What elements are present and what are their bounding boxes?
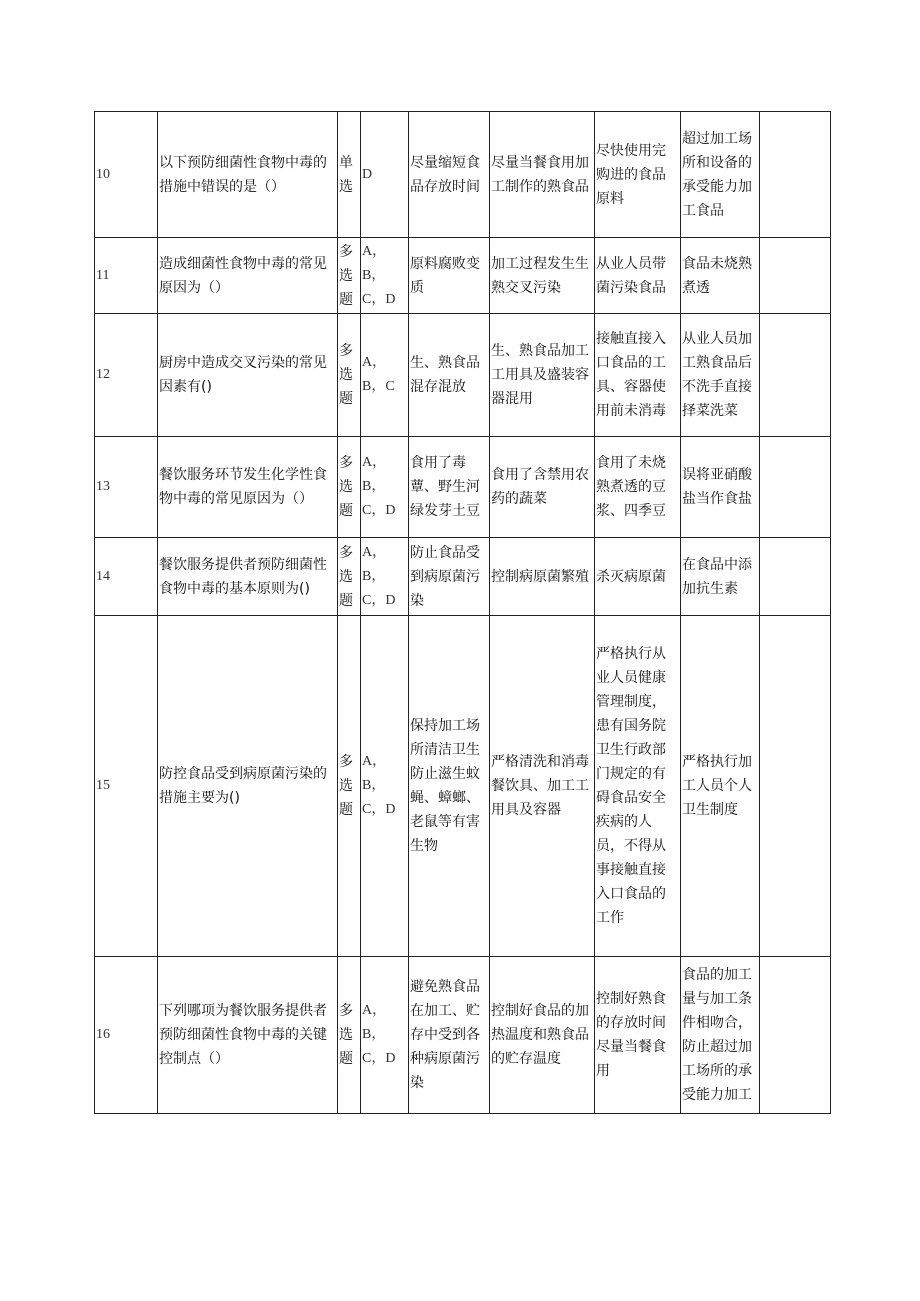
option-a: 避免熟食品在加工、贮存中受到各种病原菌污染 [409, 957, 490, 1114]
option-b: 控制好食品的加热温度和熟食品的贮存温度 [490, 957, 595, 1114]
question-type: 多选题 [338, 238, 361, 314]
option-d: 在食品中添加抗生素 [681, 538, 760, 616]
question-text: 以下预防细菌性食物中毒的措施中错误的是（） [158, 112, 338, 238]
option-a: 生、熟食品混存混放 [409, 314, 490, 437]
option-c: 从业人员带菌污染食品 [595, 238, 681, 314]
option-c: 食用了未烧熟煮透的豆浆、四季豆 [595, 437, 681, 538]
empty-cell [760, 314, 831, 437]
option-a: 食用了毒蕈、野生河绿发芽土豆 [409, 437, 490, 538]
option-b: 尽量当餐食用加工制作的熟食品 [490, 112, 595, 238]
option-c: 尽快使用完购进的食品原料 [595, 112, 681, 238]
option-a: 防止食品受到病原菌污染 [409, 538, 490, 616]
option-b: 严格清洗和消毒餐饮具、加工工用具及容器 [490, 616, 595, 957]
question-type: 多选题 [338, 314, 361, 437]
empty-cell [760, 616, 831, 957]
question-text: 厨房中造成交叉污染的常见因素有() [158, 314, 338, 437]
option-d: 超过加工场所和设备的承受能力加工食品 [681, 112, 760, 238]
correct-answer: D [361, 112, 409, 238]
empty-cell [760, 238, 831, 314]
question-text: 下列哪项为餐饮服务提供者预防细菌性食物中毒的关键控制点（） [158, 957, 338, 1114]
table-row [95, 616, 831, 957]
empty-cell [760, 538, 831, 616]
option-d: 误将亚硝酸盐当作食盐 [681, 437, 760, 538]
correct-answer: A，B，C，D [361, 957, 409, 1114]
question-number: 14 [95, 538, 158, 616]
correct-answer: A，B，C，D [361, 616, 409, 957]
question-type: 多选题 [338, 957, 361, 1114]
option-a: 尽量缩短食品存放时间 [409, 112, 490, 238]
question-type: 多选题 [338, 437, 361, 538]
option-d: 食品的加工量与加工条件相吻合，防止超过加工场所的承受能力加工 [681, 957, 760, 1114]
option-c: 控制好熟食的存放时间尽量当餐食用 [595, 957, 681, 1114]
table-row [95, 538, 831, 616]
empty-cell [760, 957, 831, 1114]
empty-cell [760, 437, 831, 538]
table-row [95, 238, 831, 314]
table-row [95, 314, 831, 437]
correct-answer: A，B，C，D [361, 538, 409, 616]
option-d: 从业人员加工熟食品后不洗手直接择菜洗菜 [681, 314, 760, 437]
option-b: 食用了含禁用农药的蔬菜 [490, 437, 595, 538]
option-c: 杀灭病原菌 [595, 538, 681, 616]
question-text: 餐饮服务环节发生化学性食物中毒的常见原因为（） [158, 437, 338, 538]
option-c: 严格执行从业人员健康管理制度，患有国务院卫生行政部门规定的有碍食品安全疾病的人员，不得从事接触直接入口食品的工作 [595, 616, 681, 957]
option-c: 接触直接入口食品的工具、容器使用前未消毒 [595, 314, 681, 437]
question-number: 16 [95, 957, 158, 1114]
question-number: 10 [95, 112, 158, 238]
question-number: 12 [95, 314, 158, 437]
correct-answer: A，B，C，D [361, 238, 409, 314]
empty-cell [760, 112, 831, 238]
correct-answer: A，B，C，D [361, 437, 409, 538]
table-row [95, 437, 831, 538]
correct-answer: A，B，C [361, 314, 409, 437]
option-b: 加工过程发生生熟交叉污染 [490, 238, 595, 314]
option-d: 食品未烧熟煮透 [681, 238, 760, 314]
question-number: 13 [95, 437, 158, 538]
option-b: 生、熟食品加工工用具及盛装容器混用 [490, 314, 595, 437]
option-d: 严格执行加工人员个人卫生制度 [681, 616, 760, 957]
option-a: 保持加工场所清洁卫生防止滋生蚊蝇、蟑螂、老鼠等有害生物 [409, 616, 490, 957]
question-text: 防控食品受到病原菌污染的措施主要为() [158, 616, 338, 957]
question-table [94, 111, 831, 1114]
option-b: 控制病原菌繁殖 [490, 538, 595, 616]
question-type: 多选题 [338, 538, 361, 616]
table-row [95, 112, 831, 238]
option-a: 原料腐败变质 [409, 238, 490, 314]
question-text: 餐饮服务提供者预防细菌性食物中毒的基本原则为() [158, 538, 338, 616]
question-type: 单选 [338, 112, 361, 238]
question-number: 11 [95, 238, 158, 314]
table-row [95, 957, 831, 1114]
question-number: 15 [95, 616, 158, 957]
question-text: 造成细菌性食物中毒的常见原因为（） [158, 238, 338, 314]
question-type: 多选题 [338, 616, 361, 957]
